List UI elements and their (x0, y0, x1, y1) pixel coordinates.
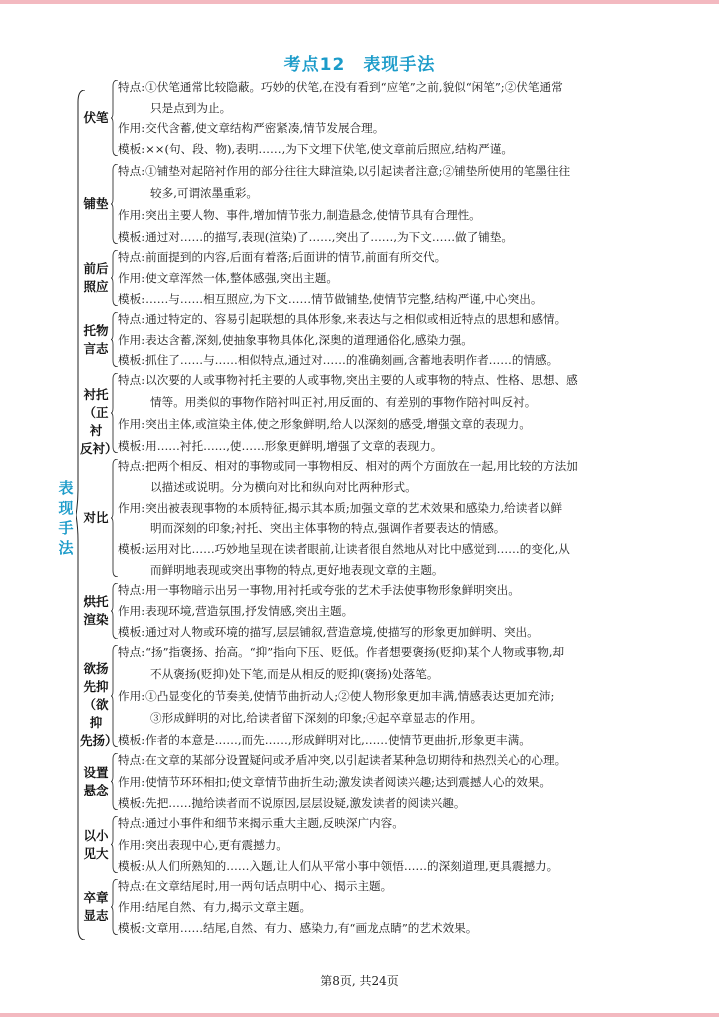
section-label: 托物 言志 (83, 322, 109, 356)
section-line: 作用:突出被表现事物的本质特征,揭示其本质;加强文章的艺术效果和感染力,给读者以鲜 (118, 500, 563, 515)
section-line: 模板:先把……抛给读者而不说原因,层层设疑,激发读者的阅读兴趣。 (118, 796, 466, 810)
section-label: 对比 (83, 510, 109, 525)
page-footer: 第8页, 共24页 (320, 974, 399, 988)
section-line: 作用:突出主体,或渲染主体,使之形象鲜明,给人以深刻的感受,增强文章的表现力。 (118, 417, 531, 431)
section-line: 模板:文章用……结尾,自然、有力、感染力,有“画龙点睛”的艺术效果。 (118, 921, 478, 935)
section-label: 伏笔 (83, 110, 109, 125)
section-line: 特点:在文章结尾时,用一两句话点明中心、揭示主题。 (118, 879, 393, 893)
section-line: 模板:抓住了……与……相似特点,通过对……的准确刻画,含蓄地表明作者……的情感。 (118, 353, 559, 367)
section-line: 特点:通过特定的、容易引起联想的具体形象,来表达与之相似或相近特点的思想和感情。 (118, 312, 567, 326)
section-line: ③形成鲜明的对比,给读者留下深刻的印象;④起卒章显志的作用。 (150, 711, 483, 725)
section-label: 铺垫 (83, 196, 109, 211)
top-band (0, 0, 719, 4)
section-line: 模板:……与……相互照应,为下文……情节做铺垫,使情节完整,结构严谨,中心突出。 (118, 292, 543, 306)
section-label: 欲扬 先抑 （欲抑 先扬） (80, 661, 118, 748)
section-label: 衬托 （正衬 反衬） (80, 387, 118, 456)
section-line: 特点:把两个相反、相对的事物或同一事物相反、相对的两个方面放在一起,用比较的方法加 (118, 459, 578, 473)
main-label: 表 现 手 法 (58, 479, 74, 557)
section-line: 模板:××(句、段、物),表明……,为下文埋下伏笔,使文章前后照应,结构严谨。 (118, 142, 513, 156)
section-line: 作用:交代含蓄,使文章结构严密紧凑,情节发展合理。 (118, 121, 385, 136)
section-line: 模板:运用对比……巧妙地呈现在读者眼前,让读者很自然地从对比中感觉到……的变化,从 (118, 542, 570, 557)
section-line: 情等。用类似的事物作陪衬叫正衬,用反面的、有差别的事物作陪衬叫反衬。 (150, 395, 537, 409)
section-line: 特点:前面提到的内容,后面有着落;后面讲的情节,前面有所交代。 (118, 250, 447, 264)
section-label: 以小 见大 (83, 827, 109, 861)
section-line: 模板:通过对……的描写,表现(渲染)了……,突出了……,为下文……做了铺垫。 (118, 230, 514, 244)
section-line: 作用:结尾自然、有力,揭示文章主题。 (118, 900, 312, 914)
section-line: 作用:使情节环环相扣;使文章情节曲折生动;激发读者阅读兴趣;达到震撼人心的效果。 (118, 774, 552, 789)
section-label: 烘托 渲染 (83, 594, 109, 627)
section-label: 前后 照应 (83, 261, 109, 294)
section-brace (111, 459, 119, 577)
section-line: 作用:表现环境,营造氛围,抒发情感,突出主题。 (118, 604, 354, 618)
section-line: 明而深刻的印象;衬托、突出主体事物的特点,强调作者要表达的情感。 (150, 521, 506, 536)
section-line: 模板:用……衬托……,使……形象更鲜明,增强了文章的表现力。 (118, 439, 443, 453)
section-line: 特点:以次要的人或事物衬托主要的人或事物,突出主要的人或事物的特点、性格、思想、感 (118, 373, 578, 387)
section-line: 特点:在文章的某部分设置疑问或矛盾冲突,以引起读者某种急切期待和热烈关心的心理。 (118, 753, 567, 767)
section-line: 特点:①铺垫对起陪衬作用的部分往往大肆渲染,以引起读者注意;②铺垫所使用的笔墨往往 (118, 164, 571, 178)
section-label: 设置 悬念 (83, 764, 109, 798)
section-line: 作用:表达含蓄,深刻,使抽象事物具体化,深奥的道理通俗化,感染力强。 (118, 332, 473, 347)
section-line: 作用:使文章浑然一体,整体感强,突出主题。 (118, 271, 338, 285)
bottom-band (0, 1013, 719, 1017)
section-line: 特点:通过小事件和细节来揭示重大主题,反映深广内容。 (118, 816, 404, 830)
section-label: 卒章 显志 (83, 890, 109, 923)
section-line: 模板:从人们所熟知的……入题,让人们从平常小事中领悟……的深刻道理,更具震撼力。 (118, 859, 559, 873)
section-line: 作用:①凸显变化的节奏美,使情节曲折动人;②使人物形象更加丰满,情感表达更加充沛; (118, 689, 555, 703)
section-line: 不从褒扬(贬抑)处下笔,而是从相反的贬抑(褒扬)处落笔。 (150, 667, 439, 681)
section-line: 特点:①伏笔通常比较隐蔽。巧妙的伏笔,在没有看到“应笔”之前,貌似“闲笔”;②伏笔通常 (118, 80, 563, 94)
section-line: 以描述或说明。分为横向对比和纵向对比两种形式。 (150, 479, 417, 494)
section-line: 特点:用一事物暗示出另一事物,用衬托或夸张的艺术手法使事物形象鲜明突出。 (118, 583, 520, 597)
section-line: 作用:突出表现中心,更有震撼力。 (118, 837, 288, 852)
page-title: 考点12 表现手法 (283, 55, 436, 75)
section-line: 而鲜明地表现或突出事物的特点,更好地表现文章的主题。 (150, 563, 444, 577)
section-line: 模板:作者的本意是……,而先……,形成鲜明对比,……使情节更曲折,形象更丰满。 (118, 733, 531, 747)
section-line: 较多,可谓浓墨重彩。 (150, 186, 259, 200)
section-line: 特点:“扬”指褒扬、抬高。“抑”指向下压、贬低。作者想要褒扬(贬抑)某个人物或事物,却 (118, 645, 565, 659)
section-line: 只是点到为止。 (150, 100, 232, 115)
section-line: 模板:通过对人物或环境的描写,层层铺叙,营造意境,使描写的形象更加鲜明、突出。 (118, 625, 539, 639)
section-line: 作用:突出主要人物、事件,增加情节张力,制造悬念,使情节具有合理性。 (118, 208, 481, 222)
